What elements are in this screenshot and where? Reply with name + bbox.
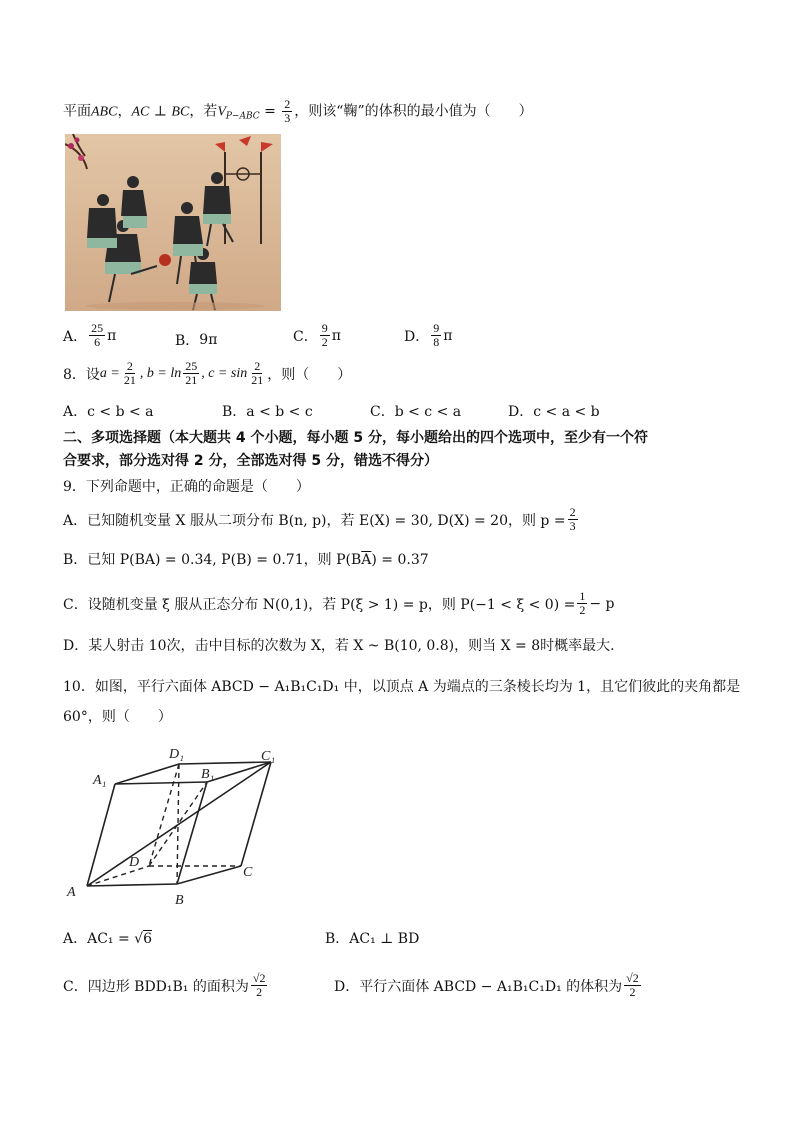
q8-option-d[interactable] bbox=[508, 402, 600, 422]
frac-den: 8 bbox=[433, 335, 440, 349]
option-label: D． bbox=[404, 328, 430, 345]
q7-option-b[interactable] bbox=[175, 330, 217, 350]
q9-c-fraction bbox=[577, 590, 587, 617]
q7-option-d[interactable] bbox=[404, 322, 452, 349]
label-b: B bbox=[175, 893, 184, 908]
q10-stem-line2: 60°，则（ ） bbox=[63, 709, 172, 725]
frac-num: 1 bbox=[579, 589, 586, 603]
q10-option-b[interactable]: B．AC₁ ⊥ BD bbox=[325, 931, 420, 947]
q9-option-a[interactable] bbox=[63, 506, 580, 533]
q7-a-fraction bbox=[89, 322, 105, 349]
frac-den: 2 bbox=[629, 985, 636, 999]
frac-num: √2 bbox=[252, 971, 266, 985]
parallelepiped-diagram bbox=[63, 740, 293, 915]
q7-suffix: ，则该“鞠”的体积的最小值为（ ） bbox=[294, 103, 533, 120]
frac-den: 2 bbox=[321, 335, 328, 349]
option-text-end: ) = 0.37 bbox=[371, 552, 429, 568]
q7-option-c[interactable] bbox=[293, 322, 341, 349]
section-heading-line1: 二、多项选择题（本大题共 4 个小题，每小题 5 分，每小题给出的四个选项中，至少有一个符 bbox=[63, 430, 648, 446]
q8-a: a = bbox=[99, 365, 120, 381]
label-a1: A₁ bbox=[93, 773, 107, 788]
option-text: B．a < b < c bbox=[222, 404, 313, 420]
pi-symbol: π bbox=[331, 327, 341, 344]
frac-den: 2 bbox=[256, 985, 263, 999]
label-b1: B₁ bbox=[201, 767, 215, 782]
q7-bc: BC bbox=[171, 104, 190, 120]
q7-ac: AC bbox=[131, 104, 150, 120]
q7-volume-v: V bbox=[217, 104, 226, 120]
pi-symbol: π bbox=[443, 327, 453, 344]
label-d: D bbox=[129, 855, 140, 870]
pi-symbol: π bbox=[107, 327, 117, 344]
q10-option-a[interactable] bbox=[63, 929, 152, 949]
q10-option-c[interactable] bbox=[63, 972, 269, 999]
q7-sep: ， bbox=[117, 103, 132, 120]
q8-option-c[interactable] bbox=[370, 402, 461, 422]
label-a: A bbox=[67, 885, 76, 900]
q8-option-a[interactable] bbox=[63, 402, 154, 422]
option-label: B． bbox=[175, 333, 200, 349]
frac-den: 3 bbox=[569, 519, 576, 533]
frac-num: 9 bbox=[321, 321, 328, 335]
frac-den: 2 bbox=[579, 603, 586, 617]
q7-d-fraction bbox=[431, 322, 441, 349]
q7-frac-num: 2 bbox=[284, 97, 291, 111]
frac-num: 25 bbox=[91, 321, 104, 335]
option-text-end: − p bbox=[589, 595, 615, 612]
label-c: C bbox=[243, 865, 253, 880]
option-text: B．已知 P(BA) = 0.34, P(B) = 0.71，则 P(B bbox=[63, 552, 362, 568]
radicand: 6 bbox=[143, 931, 153, 947]
frac-num: √2 bbox=[626, 971, 639, 985]
q8-c-fraction bbox=[249, 360, 265, 387]
option-text: C．b < c < a bbox=[370, 404, 462, 420]
q7-frac-den: 3 bbox=[284, 111, 291, 125]
frac-num: 2 bbox=[569, 505, 576, 519]
frac-num: 25 bbox=[185, 359, 198, 373]
option-text: D．平行六面体 ABCD − A₁B₁C₁D₁ 的体积为 bbox=[334, 978, 623, 995]
q9-option-b[interactable] bbox=[63, 550, 429, 570]
option-text: A．AC₁ = √ bbox=[63, 931, 144, 947]
label-c1: C₁ bbox=[261, 749, 276, 764]
q8-a-fraction bbox=[122, 360, 138, 387]
q8-b: , b = ln bbox=[139, 365, 182, 381]
frac-den: 21 bbox=[185, 373, 198, 387]
cuju-painting-image bbox=[65, 134, 281, 311]
q9-option-d[interactable]: D．某人射击 10次，击中目标的次数为 X，若 X ~ B(10, 0.8)，则当 X = 8时概率最大. bbox=[63, 638, 615, 654]
frac-den: 21 bbox=[123, 373, 136, 387]
q8-option-b[interactable] bbox=[222, 402, 313, 422]
q7-fraction bbox=[282, 98, 292, 125]
frac-num: 9 bbox=[433, 321, 440, 335]
label-d1: D₁ bbox=[169, 747, 184, 762]
option-text: A．c < b < a bbox=[63, 404, 154, 420]
frac-num: 2 bbox=[254, 359, 261, 373]
option-text: C．设随机变量 ξ 服从正态分布 N(0,1)，若 P(ξ > 1) = p，则 P(−1 < ξ < 0) = bbox=[63, 596, 576, 613]
q7-option-a[interactable] bbox=[63, 322, 116, 349]
q9-option-c[interactable] bbox=[63, 590, 615, 617]
q8-prefix: 8．设 bbox=[63, 366, 100, 383]
q7-abc: ABC bbox=[91, 104, 118, 120]
option-text: C．四边形 BDD₁B₁ 的面积为 bbox=[63, 978, 249, 995]
complement-a: $\overline{A}$ bbox=[361, 552, 372, 568]
q8-suffix: ，则（ ） bbox=[267, 366, 352, 383]
q7-if: ，若 bbox=[189, 103, 218, 120]
q8-b-fraction bbox=[183, 360, 199, 387]
frac-den: 6 bbox=[94, 335, 101, 349]
section-heading-line2: 合要求，部分选对得 2 分，全部选对得 5 分，错选不得分） bbox=[63, 453, 438, 469]
q7-text: 平面 bbox=[63, 103, 91, 120]
q10-option-d[interactable] bbox=[334, 972, 643, 999]
q10-stem-line1: 10．如图，平行六面体 ABCD − A₁B₁C₁D₁ 中，以顶点 A 为端点的三条棱长均为 1，且它们彼此的夹角都是 bbox=[63, 679, 741, 695]
q10-d-fraction bbox=[624, 972, 641, 999]
option-label: C． bbox=[293, 328, 318, 345]
q7-stem bbox=[63, 98, 533, 127]
frac-den: 21 bbox=[251, 373, 264, 387]
q9-stem: 9．下列命题中，正确的命题是（ ） bbox=[63, 479, 310, 495]
q8-c: , c = sin bbox=[201, 365, 248, 381]
option-label: A． bbox=[63, 328, 88, 345]
perp-symbol: ⊥ bbox=[149, 103, 172, 120]
q7-c-fraction bbox=[320, 322, 330, 349]
q7-eq: = bbox=[259, 103, 281, 120]
q10-c-fraction bbox=[251, 972, 268, 999]
option-text: D．c < a < b bbox=[508, 404, 600, 420]
option-text: A．已知随机变量 X 服从二项分布 B(n, p)，若 E(X) = 30, D(X) = 20，则 p = bbox=[63, 512, 566, 529]
q8-stem bbox=[63, 360, 351, 387]
frac-num: 2 bbox=[126, 359, 133, 373]
q9-a-fraction bbox=[568, 506, 578, 533]
q7-volume-sub: P−ABC bbox=[225, 111, 260, 122]
option-text: 9π bbox=[199, 332, 218, 348]
